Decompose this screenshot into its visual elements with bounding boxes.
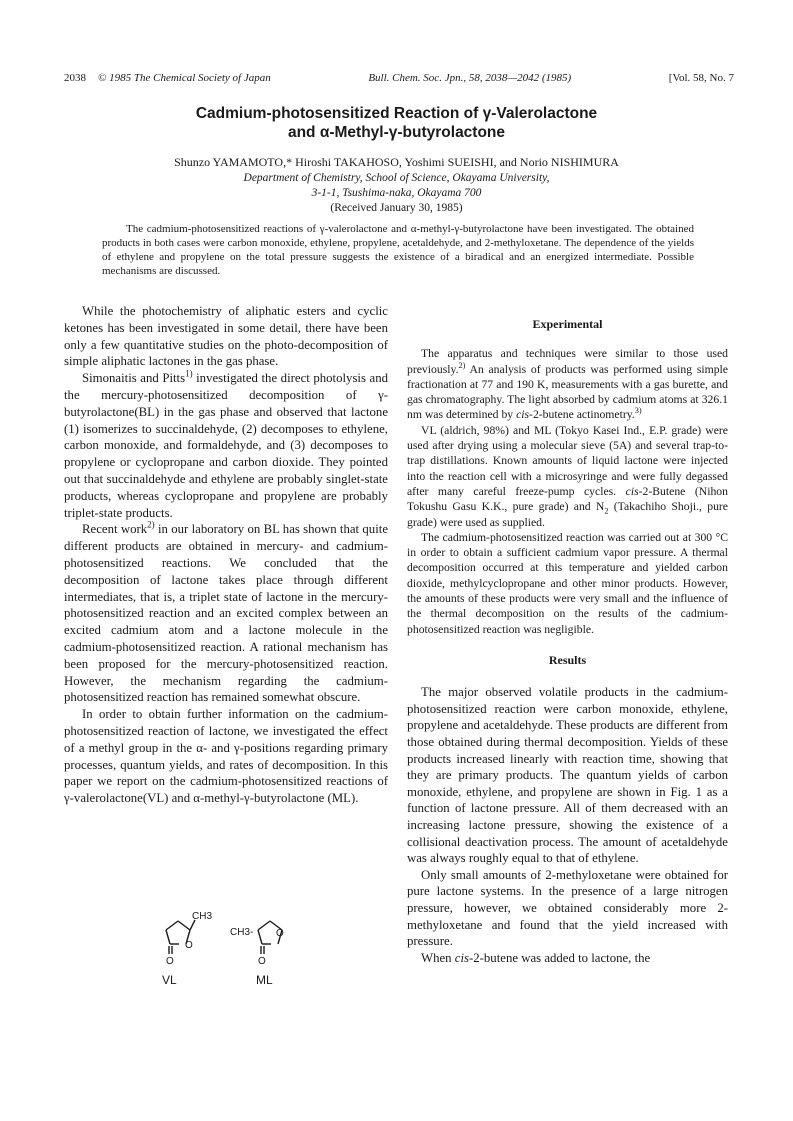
intro-paragraph-3 (64, 521, 388, 706)
vl-carbonyl-oxygen: O (166, 956, 174, 967)
text-run: -2-butene actinometry. (529, 408, 635, 422)
page-number: 2038 (64, 72, 86, 84)
results-paragraph-1: The major observed volatile products in the cadmium-photosensitized reaction were carbon monoxide, ethylene, propylene and acetaldehyde. These products are different from those obtained during thermal decomposition. Yields of these products increased linearly with reaction time, showing that they are primary products. The quantum yields of carbon monoxide, ethylene, and propylene are shown in Fig. 1 as a function of lactone pressure. All of them decreased with an increasing lactone pressure, showing the existence of a collisional deactivation process. The amount of acetaldehyde was always roughly equal to that of ethylene. (407, 685, 728, 866)
section-heading-experimental: Experimental (532, 317, 603, 331)
intro-paragraph-2 (64, 370, 388, 521)
ml-carbonyl-oxygen: O (258, 956, 266, 967)
author-list: Shunzo YAMAMOTO,* Hiroshi TAKAHOSO, Yoshimi SUEISHI, and Norio NISHIMURA (174, 155, 619, 169)
results-paragraph-2: Only small amounts of 2-methyloxetane were obtained for pure lactone systems. In the presence of a large nitrogen pressure, however, we obtained considerably more 2-methyloxetane and found that the yield increased with pressure. (407, 867, 728, 949)
structure-drawing (148, 908, 308, 998)
running-header (64, 72, 734, 84)
text-run: An analysis of products was performed using simple fractionation at 77 and 190 K, measurements with a gas burette, and gas chromatography. The light absorbed by cadmium atoms at 326.1 nm was determined by (407, 362, 728, 422)
affiliation-line-1: Department of Chemistry, School of Science, Okayama University, (243, 172, 550, 184)
text-run: The apparatus and techniques were similar to those used previously. (407, 347, 728, 376)
text-run: VL (aldrich, 98%) and ML (Tokyo Kasei Ind., E.P. grade) were used after drying using a molecular sieve (5A) and several trap-to-trap distillations. Known amounts of liquid lactone were injected into the reaction cell with a microsyringe and were fully degassed after many careful freeze-pump cycles. (407, 423, 728, 498)
volume-info: [Vol. 58, No. 7 (668, 72, 734, 84)
reference-marker: 2) (147, 520, 155, 531)
section-heading-results: Results (548, 652, 587, 667)
affiliation (60, 171, 733, 201)
vl-label: VL (162, 973, 177, 987)
article-title (60, 104, 733, 142)
right-column (407, 303, 728, 966)
affiliation-line-2: 3-1-1, Tsushima-naka, Okayama 700 (311, 187, 482, 199)
results-paragraph-3 (407, 950, 728, 967)
intro-paragraph-4: In order to obtain further information on the cadmium-photosensitized reaction of lactone, we investigated the effect of a methyl group in the α- and γ-positions regarding primary processes, quantum yields, and rates of decomposition. In this paper we report on the cadmium-photosensitized reactions of γ-valerolactone(VL) and α-methyl-γ-butyrolactone (ML). (64, 707, 388, 806)
title-line-1: Cadmium-photosensitized Reaction of γ-Valerolactone (195, 105, 598, 122)
experimental-paragraph-1 (407, 346, 728, 422)
text-run: Simonaitis and Pitts (82, 371, 186, 386)
vl-methyl-group: CH3 (192, 911, 213, 922)
text-run: in our laboratory on BL has shown that quite different products are obtained in mercury- and cadmium- photosensitized reactions. We concluded that the decomposition of lactone takes place through different intermediates, that is, a triplet state of lactone in the mercury-photosensitized reaction and an excited complex between an excited cadmium atom and a lactone molecule in the cadmium-photosensitized reaction. A rational mechanism has been proposed for the mercury-photosensitized reaction. However, the mechanism regarding the cadmium-photosensitized reaction has remained somewhat obscure. (64, 522, 388, 705)
experimental-paragraph-3: The cadmium-photosensitized reaction was carried out at 300 °C in order to obtain a sufficient cadmium vapor pressure. A thermal decomposition occurred at this temperature and yielded carbon dioxide, methylcyclopropane and other minor products. However, the amounts of these products were very small and the influence of the thermal decomposition on the results of the cadmium-photosensitized reaction was negligible. (407, 530, 728, 636)
reference-marker: 1) (185, 368, 193, 379)
text-run: (Takachiho Shoji., pure grade) were used as supplied. (407, 500, 728, 529)
header-left (64, 72, 271, 84)
vl-ring-oxygen: O (185, 940, 193, 951)
text-run: Recent work (82, 522, 148, 537)
reference-marker: 3) (634, 406, 642, 416)
italic-cis: cis (516, 408, 530, 422)
title-line-2: and α-Methyl-γ-butyrolactone (287, 124, 506, 141)
text-run: -2-butene was added to lactone, the (468, 950, 651, 965)
reference-marker: 2) (458, 360, 466, 370)
ml-label: ML (256, 973, 273, 987)
ml-ring-oxygen: O (276, 928, 284, 939)
received-date: (Received January 30, 1985) (330, 202, 463, 214)
chemical-structures (148, 908, 308, 998)
text-run: When (421, 950, 455, 965)
intro-paragraph-1: While the photochemistry of aliphatic esters and cyclic ketones has been investigated in some detail, there have been only a few quantitative studies on the photo-decomposition of simple aliphatic lactones in the gas phase. (64, 304, 388, 369)
abstract: The cadmium-photosensitized reactions of γ-valerolactone and α-methyl-γ-butyrolactone have been investigated. The obtained products in both cases were carbon monoxide, ethylene, propylene, acetaldehyde, and 2-methyloxetane. The dependence of the yields of ethylene and propylene on the total pressure suggests the existence of a biradical and an energized intermediate. Possible mechanisms are discussed. (102, 223, 694, 277)
left-column (64, 303, 388, 807)
ml-methyl-group: CH3- (230, 927, 254, 938)
italic-cis: cis (454, 950, 469, 965)
copyright-notice: © 1985 The Chemical Society of Japan (98, 72, 271, 84)
italic-cis: cis (625, 484, 639, 498)
text-run: investigated the direct photolysis and the mercury-photosensitized decomposition of γ-butyrolactone(BL) in the gas phase and observed that lactone (1) isomerizes to succinaldehyde, (2) decomposes to ethylene, carbon monoxide, and formaldehyde, and (3) decomposes to propylene or cyclopropane and carbon dioxide. They pointed out that succinaldehyde and ethylene are probably singlet-state products, whereas cyclopropane and propylene are probably triplet-state products. (64, 371, 388, 520)
experimental-paragraph-2 (407, 423, 728, 530)
journal-citation: Bull. Chem. Soc. Jpn., 58, 2038—2042 (1985) (368, 72, 572, 84)
subscript: 2 (604, 506, 609, 516)
text-run: -2-Butene (Nihon Tokushu Gasu K.K., pure grade) and N (407, 484, 728, 514)
